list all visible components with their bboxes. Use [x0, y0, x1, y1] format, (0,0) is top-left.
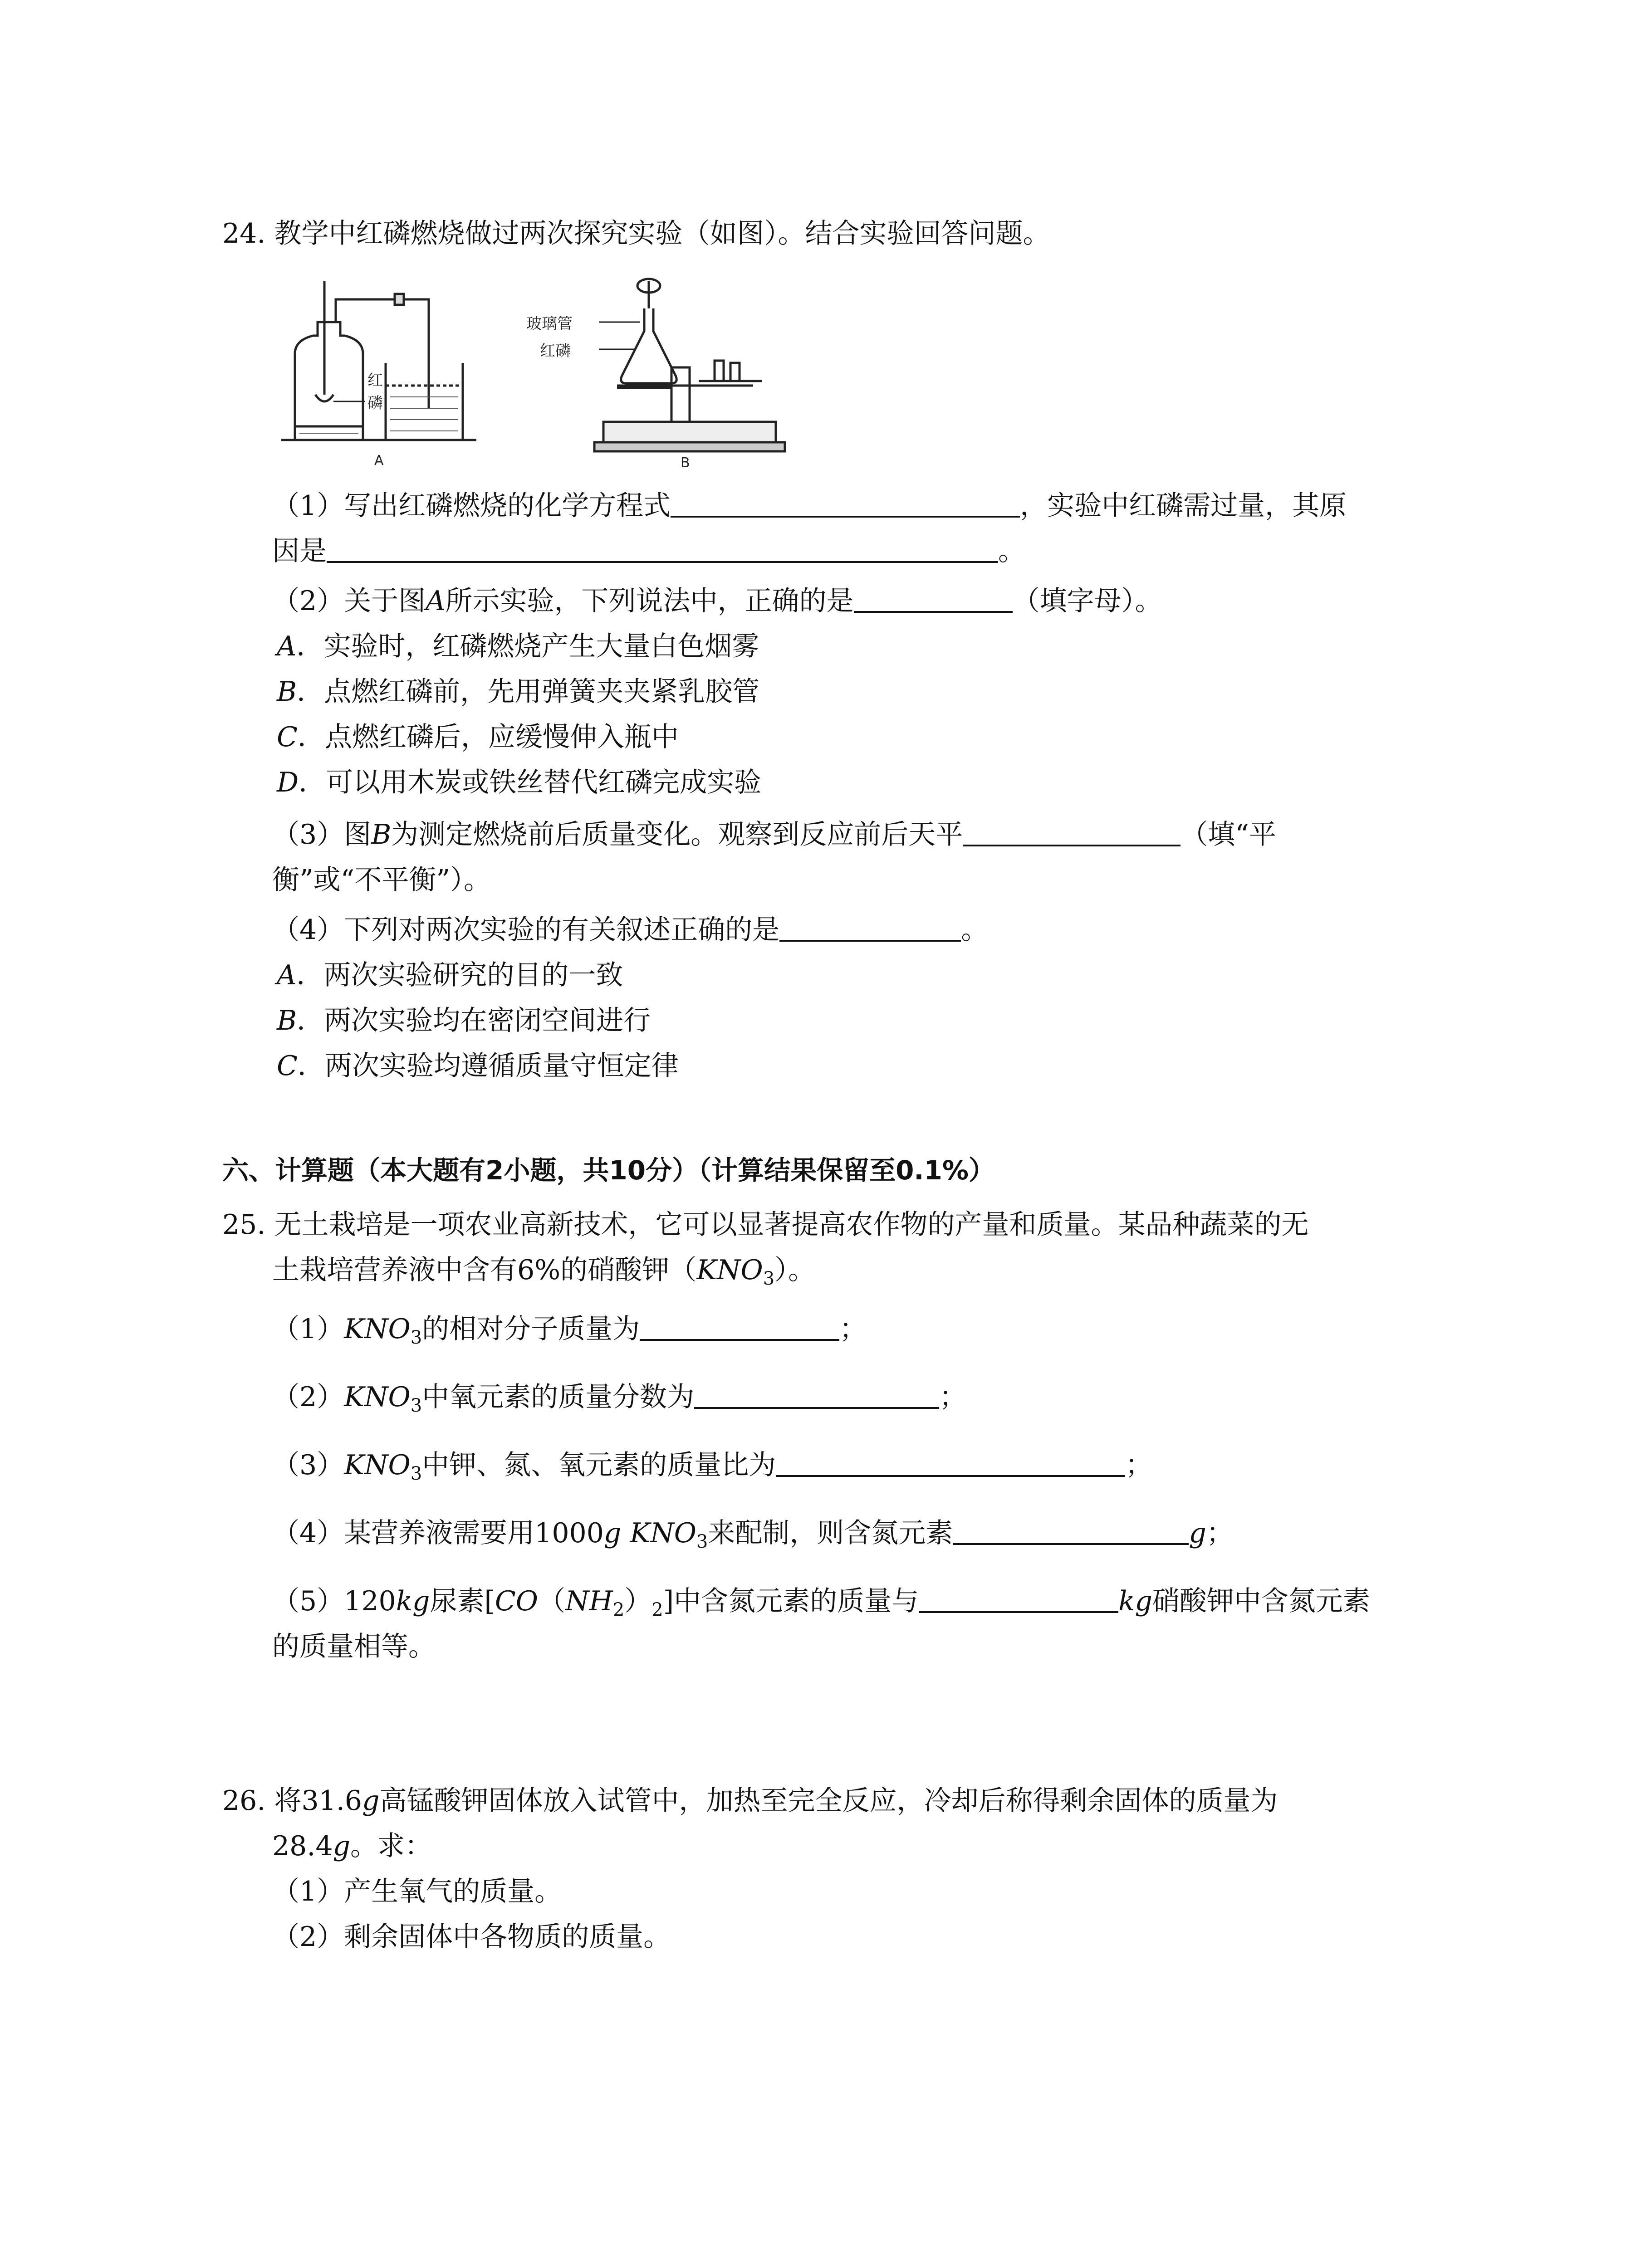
figure-a-caption: A [374, 453, 384, 469]
q26-stem-line1: 26. 将31.6g高锰酸钾固体放入试管中，加热至完全反应，冷却后称得剩余固体的质量为 [222, 1785, 1278, 1817]
q25-answer-blank-part2[interactable] [694, 1382, 939, 1409]
q26-stem-line2: 28.4g。求： [272, 1830, 432, 1862]
q25-answer-blank-part4[interactable] [953, 1518, 1189, 1545]
q24-part4-option: C．两次实验均遵循质量守恒定律 [277, 1050, 679, 1082]
q24-part1-line1: （1）写出红磷燃烧的化学方程式 ，实验中红磷需过量，其原 [272, 490, 1347, 522]
q24-stem: 24. 教学中红磷燃烧做过两次探究实验（如图）。结合实验回答问题。 [222, 218, 1050, 249]
figure-b-label-red-phosphorus: 红磷 [540, 342, 571, 360]
q24-answer-blank-reason[interactable] [327, 536, 998, 563]
section-6-heading: 六、计算题（本大题有2小题，共10分）（计算结果保留至0.1%） [222, 1155, 995, 1186]
q26-part2: （2）剩余固体中各物质的质量。 [272, 1921, 671, 1953]
q24-answer-blank-balance[interactable] [963, 819, 1181, 846]
q25-stem-line1: 25. 无土栽培是一项农业高新技术，它可以显著提高农作物的产量和质量。某品种蔬菜的无 [222, 1209, 1309, 1241]
q25-answer-blank-part1[interactable] [640, 1314, 839, 1341]
q25-answer-blank-part3[interactable] [776, 1450, 1125, 1477]
q24-part2-line: （2）关于图A所示实验，下列说法中，正确的是 （填字母）。 [272, 585, 1162, 617]
q24-part4-option: A．两次实验研究的目的一致 [277, 959, 623, 991]
q25-answer-blank-part5[interactable] [919, 1586, 1118, 1613]
q25-part5-line1: （5）120kg尿素$[CO(NH_2)_2]$中含氮元素的质量与 kg硝酸钾中含氮元素 [272, 1585, 1370, 1620]
q24-answer-blank-equation[interactable] [671, 490, 1020, 518]
q24-part4-line: （4）下列对两次实验的有关叙述正确的是 。 [272, 914, 989, 946]
q25-part4: （4）某营养液需要用1000g $KNO_3$来配制，则含氮元素 g； [272, 1517, 1234, 1552]
q25-part2: $(2)KNO_3$中氧元素的质量分数为 ； [272, 1381, 967, 1416]
q25-part1: $(1)KNO_3$的相对分子质量为 ； [272, 1313, 867, 1348]
q24-answer-blank-part4[interactable] [779, 914, 961, 942]
q24-answer-blank-part2[interactable] [854, 586, 1013, 613]
figure-b-balance [594, 279, 785, 451]
q24-part2-option: A．实验时，红磷燃烧产生大量白色烟雾 [277, 631, 759, 662]
q26-part1: （1）产生氧气的质量。 [272, 1876, 562, 1907]
q24-part2-option: B．点燃红磷前，先用弹簧夹夹紧乳胶管 [277, 676, 760, 708]
figure-a-apparatus [281, 281, 476, 440]
figure-b-caption: B [681, 455, 690, 471]
q24-part2-option: C．点燃红磷后，应缓慢伸入瓶中 [277, 721, 679, 753]
q24-apparatus-figure [272, 272, 794, 472]
q24-part3-line1: （3）图B为测定燃烧前后质量变化。观察到反应前后天平 （填“平 [272, 819, 1276, 850]
q24-part3-line2: 衡”或“不平衡”）。 [272, 864, 491, 896]
q25-part5-line2: 的质量相等。 [272, 1631, 436, 1662]
q24-part2-option: D．可以用木炭或铁丝替代红磷完成实验 [277, 767, 762, 798]
q25-part3: $(3)KNO_3$中钾、氮、氧元素的质量比为 ； [272, 1449, 1153, 1484]
figure-b-label-glass-tube: 玻璃管 [526, 315, 573, 333]
figure-a-label-red: 红 [367, 371, 383, 390]
q24-part4-option: B．两次实验均在密闭空间进行 [277, 1005, 651, 1036]
q25-stem-line2: 土栽培营养液中含有6%的硝酸钾$(KNO_3)$。 [272, 1254, 816, 1289]
figure-a-label-phosphorus: 磷 [367, 394, 383, 412]
q24-part1-line2: 因是 。 [272, 535, 1025, 567]
